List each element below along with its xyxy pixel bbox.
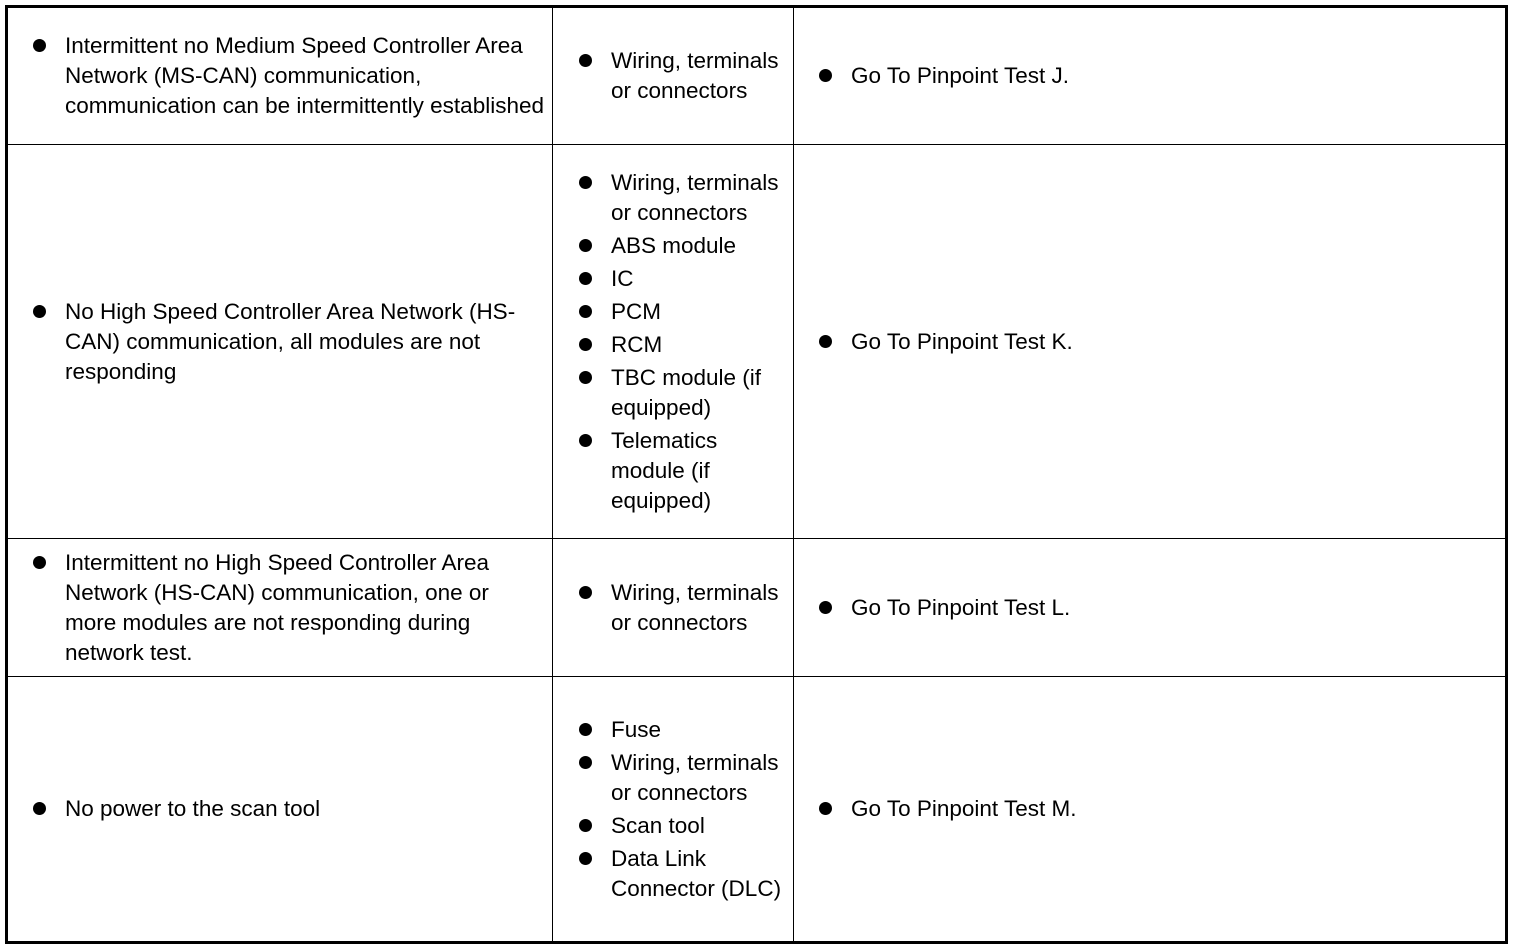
action-cell — [794, 8, 1505, 144]
causes-cell — [553, 677, 794, 941]
cause-item: Scan tool — [553, 811, 793, 841]
causes-cell — [553, 145, 794, 538]
action-text: Go To Pinpoint Test K. — [794, 327, 1505, 357]
cause-item: TBC module (if equipped) — [553, 363, 793, 423]
symptom-cell — [8, 8, 553, 144]
symptom-text: No power to the scan tool — [8, 794, 552, 824]
cause-item: Fuse — [553, 715, 793, 745]
cause-item: RCM — [553, 330, 793, 360]
symptom-cell — [8, 677, 553, 941]
table-row — [8, 676, 1505, 941]
causes-cell — [553, 8, 794, 144]
cause-item: PCM — [553, 297, 793, 327]
symptom-text: Intermittent no Medium Speed Controller Area Network (MS-CAN) communication, communication can be intermittently established — [8, 31, 552, 121]
table-row — [8, 538, 1505, 676]
cause-item: IC — [553, 264, 793, 294]
cause-item: Wiring, terminals or connectors — [553, 578, 793, 638]
action-text: Go To Pinpoint Test J. — [794, 61, 1505, 91]
cause-item: Wiring, terminals or connectors — [553, 748, 793, 808]
action-text: Go To Pinpoint Test L. — [794, 593, 1505, 623]
diagnostic-table — [5, 5, 1508, 944]
action-cell — [794, 145, 1505, 538]
symptom-cell — [8, 539, 553, 676]
cause-item: Wiring, terminals or connectors — [553, 46, 793, 106]
cause-item: Data Link Connector (DLC) — [553, 844, 793, 904]
symptom-text: No High Speed Controller Area Network (HS-CAN) communication, all modules are not responding — [8, 297, 552, 387]
symptom-cell — [8, 145, 553, 538]
action-cell — [794, 677, 1505, 941]
action-cell — [794, 539, 1505, 676]
symptom-text: Intermittent no High Speed Controller Area Network (HS-CAN) communication, one or more modules are not responding during network test. — [8, 548, 552, 668]
cause-item: ABS module — [553, 231, 793, 261]
causes-cell — [553, 539, 794, 676]
cause-item: Telematics module (if equipped) — [553, 426, 793, 516]
cause-item: Wiring, terminals or connectors — [553, 168, 793, 228]
table-row — [8, 8, 1505, 144]
action-text: Go To Pinpoint Test M. — [794, 794, 1505, 824]
table-row — [8, 144, 1505, 538]
